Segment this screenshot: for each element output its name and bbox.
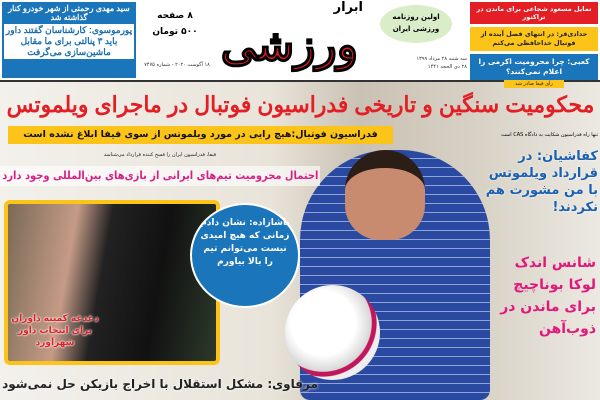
page-count: ۸ صفحه — [157, 11, 193, 21]
tagline-line: ورزشی ایران — [392, 25, 440, 33]
logo-big-text: ورزشی — [220, 20, 358, 71]
headline-blue[interactable]: کعبی: چرا محرومیت اکرمی را اعلام نمی‌کنند؟ — [470, 54, 598, 80]
date — [375, 55, 467, 71]
date-hijri: ۲۸ ذی الحجه ۱۴۴۱ — [427, 64, 467, 70]
newspaper-logo — [212, 0, 367, 80]
logo-small: ابرار — [333, 0, 363, 15]
headline-small: رأی فیفا صادر شد — [504, 80, 564, 88]
main-headline[interactable] — [4, 88, 596, 122]
issue-number-text: ۱۸ آگوست ۲۰۲۰ - شماره ۷۴۷۵ — [144, 62, 210, 68]
masthead — [0, 0, 600, 87]
right-headlines — [470, 2, 598, 88]
headline-red[interactable]: تمایل مسعود شجاعی برای ماندن در تراکتور — [470, 2, 598, 24]
kafashian-quote[interactable]: کفاشیان: در قرارداد ویلموتس با من مشورت هم نکردند! — [485, 149, 598, 215]
pashazadeh-quote[interactable]: پاشازاده: نشان دادم زمانی که هیچ امیدی نیست می‌توانم تیم را بالا بیاورم — [190, 203, 300, 308]
fifa-note — [0, 152, 320, 158]
promo-title: سید مهدی رحمتی از شهر خودرو کنار گذاشته شد — [8, 4, 130, 22]
price: ۵۰۰ تومان — [152, 27, 198, 37]
tagline-badge — [380, 5, 452, 43]
promo-box[interactable] — [2, 2, 136, 78]
football-image — [285, 285, 380, 380]
price-info — [150, 8, 200, 40]
ban-headline-text: احتمال محرومیت تیم‌های ایرانی از بازی‌های بین‌المللی وجود دارد — [1, 169, 318, 182]
fifa-note-text: فیفا، فدراسیون ایران را فسخ کننده قرارداد می‌شناسد — [103, 152, 216, 158]
cas-note: تنها راه فدراسیون شکایت به دادگاه CAS است — [501, 132, 598, 138]
date-persian: سه شنبه ۲۸ مرداد ۱۳۹۹ — [416, 56, 467, 62]
bottom-headline[interactable] — [0, 374, 320, 394]
luka-headline[interactable]: شانس اندک لوکا بوناچیچ برای ماندن در ذوب‌آهن — [500, 255, 596, 337]
tagline-line: اولین روزنامه — [392, 13, 440, 21]
main-headline-text: محکومیت سنگین و تاریخی فدراسیون فوتبال در ماجرای ویلموتس — [6, 92, 594, 117]
subheadline-text: فدراسیون فوتبال:هیچ رایی در مورد ویلموتس از سوی فیفا ابلاغ نشده است — [23, 129, 378, 140]
referee-caption[interactable]: دغدغه کمیته داوران برای انتخاب داور شهرآورد — [11, 314, 99, 348]
logo-big — [212, 18, 367, 76]
bottom-headline-text: مرفاوی: مشکل استقلال با اخراج بازیکن حل نمی‌شود — [2, 377, 318, 391]
promo-body: پورموسوی: کارشناسان گفتند داور باید ۳ پنالتی برای ما مقابل ماشین‌سازی می‌گرفت — [5, 25, 133, 57]
ban-headline[interactable] — [0, 166, 320, 186]
issue-number — [142, 62, 212, 68]
headline-yellow[interactable]: حدادی‌فر: در انتهای فصل آینده از فوتبال خداحافظی می‌کنم — [470, 27, 598, 51]
subheadline-bar[interactable] — [8, 126, 393, 144]
coach-photo-head — [345, 150, 425, 240]
